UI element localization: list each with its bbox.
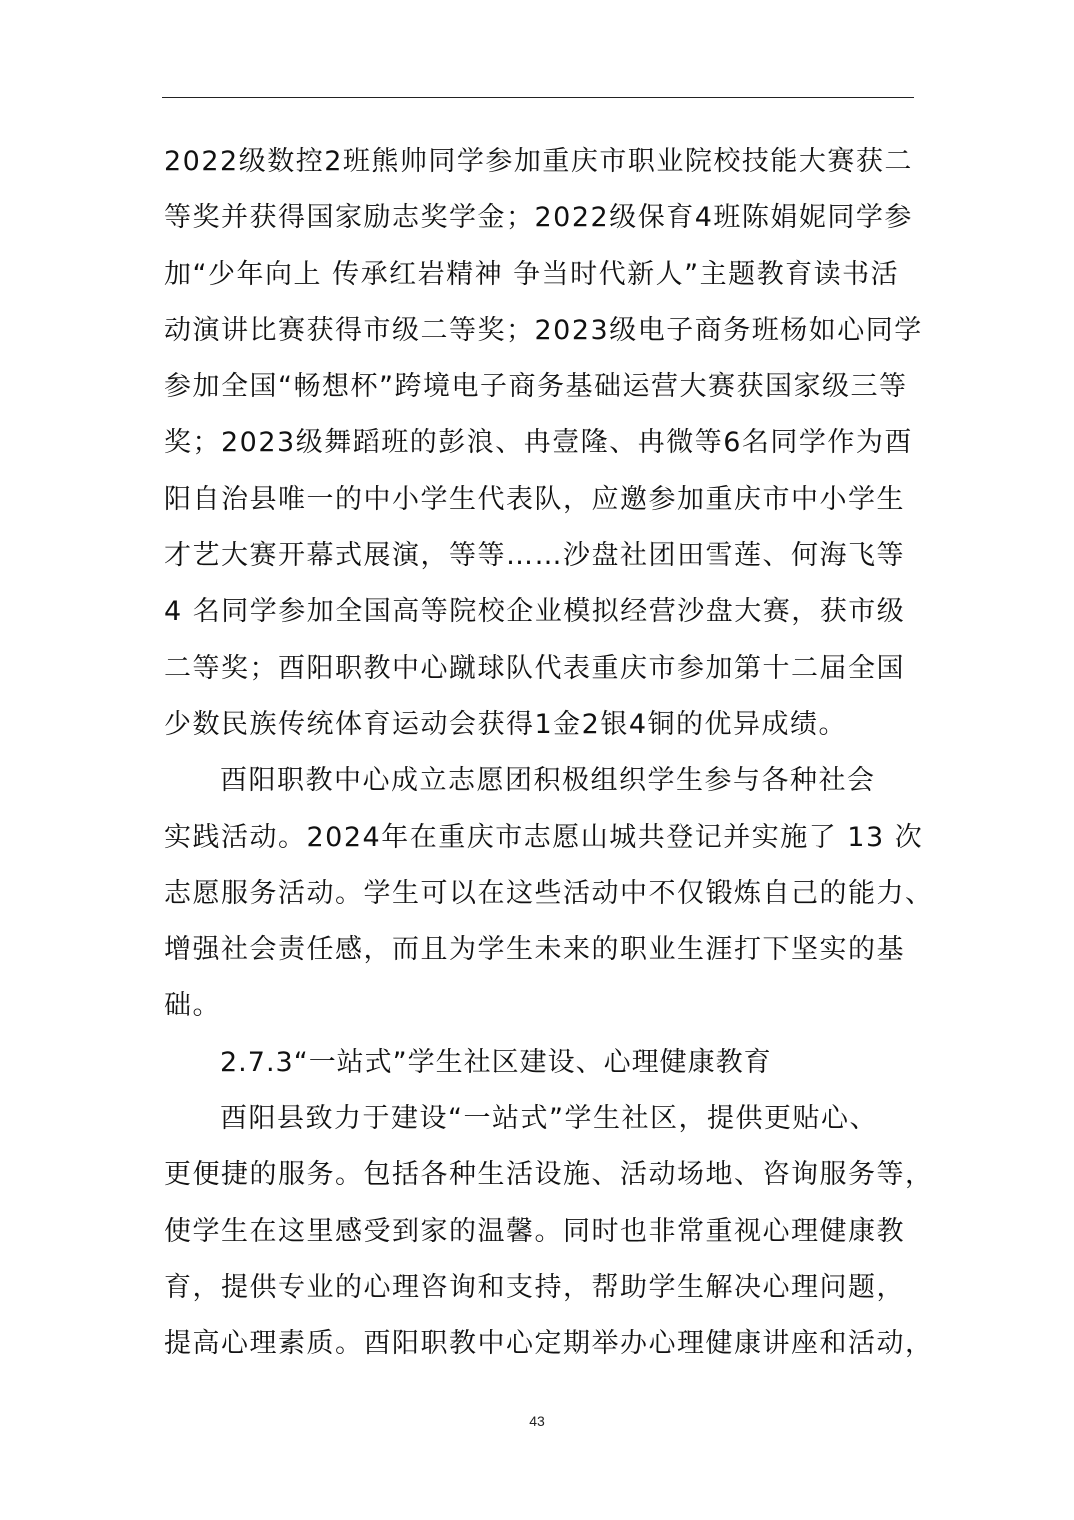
text-line: 础。 — [164, 990, 221, 1022]
text-line: 奖；2023级舞蹈班的彭浪、冉壹隆、冉微等6名同学作为酉 — [164, 427, 913, 459]
text-line: 志愿服务活动。学生可以在这些活动中不仅锻炼自己的能力、 — [164, 877, 934, 909]
header-rule — [162, 97, 914, 98]
text-line: 酉阳县致力于建设“一站式”学生社区，提供更贴心、 — [220, 1103, 878, 1135]
paragraph-community — [164, 1091, 934, 1372]
text-line: 提高心理素质。酉阳职教中心定期举办心理健康讲座和活动， — [164, 1328, 934, 1360]
text-line: 4 名同学参加全国高等院校企业模拟经营沙盘大赛，获市级 — [164, 596, 906, 628]
text-line: 参加全国“畅想杯”跨境电子商务基础运营大赛获国家级三等 — [164, 371, 908, 403]
text-line: 育，提供专业的心理咨询和支持，帮助学生解决心理问题， — [164, 1271, 905, 1303]
paragraph-volunteer — [164, 753, 934, 1034]
page-body — [164, 134, 934, 1373]
text-line: 二等奖；酉阳职教中心蹴球队代表重庆市参加第十二届全国 — [164, 652, 905, 684]
text-line: 实践活动。2024年在重庆市志愿山城共登记并实施了 13 次 — [164, 821, 924, 853]
text-line: 少数民族传统体育运动会获得1金2银4铜的优异成绩。 — [164, 708, 848, 740]
text-line: 酉阳职教中心成立志愿团积极组织学生参与各种社会 — [220, 765, 876, 797]
paragraph-awards — [164, 134, 923, 753]
page-number: 43 — [529, 1413, 545, 1429]
text-line: 等奖并获得国家励志奖学金；2022级保育4班陈娟妮同学参 — [164, 202, 913, 234]
text-line: 使学生在这里感受到家的温馨。同时也非常重视心理健康教 — [164, 1215, 905, 1247]
text-line: 加“少年向上 传承红岩精神 争当时代新人”主题教育读书活 — [164, 258, 900, 290]
text-line: 才艺大赛开幕式展演，等等……沙盘社团田雪莲、何海飞等 — [164, 540, 905, 572]
section-heading: 2.7.3“一站式”学生社区建设、心理健康教育 — [220, 1046, 772, 1078]
text-line: 动演讲比赛获得市级二等奖；2023级电子商务班杨如心同学 — [164, 314, 923, 346]
text-line: 增强社会责任感，而且为学生未来的职业生涯打下坚实的基 — [164, 934, 905, 966]
text-line: 阳自治县唯一的中小学生代表队，应邀参加重庆市中小学生 — [164, 483, 905, 515]
text-line: 更便捷的服务。包括各种生活设施、活动场地、咨询服务等， — [164, 1159, 934, 1191]
text-line: 2022级数控2班熊帅同学参加重庆市职业院校技能大赛获二 — [164, 146, 913, 177]
